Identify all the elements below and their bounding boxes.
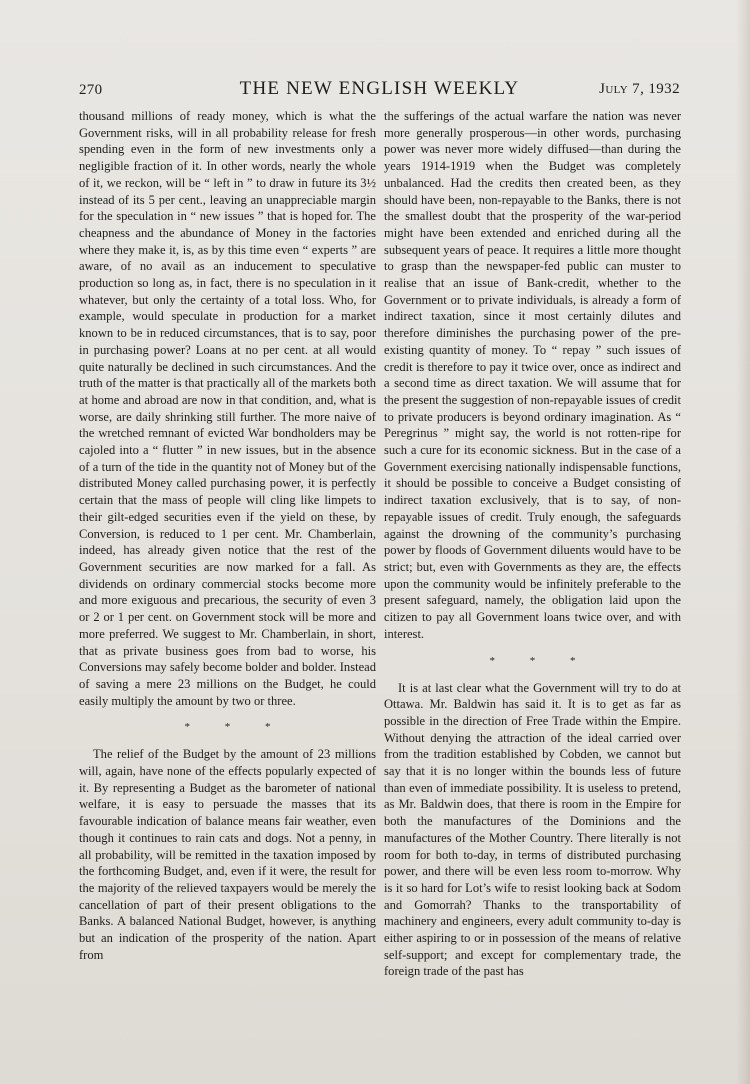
page-number: 270 [79, 82, 103, 98]
section-separator: * * * [184, 721, 287, 734]
right-column [384, 108, 681, 980]
right-paragraph-2: It is at last clear what the Government will try to do at Ottawa. Mr. Baldwin has said it. It is to get as far as possible in the direction of Free Trade within the Empire. Without denying the attraction of the ideal carried over from the tradition established by Cobden, we cannot but say that it is no longer within the bounds less of future than even of immediate possibility. It is useless to pretend, as Mr. Baldwin does, that there is room in the Empire for both the manufactures of the Dominions and the manufactures of the Mother Country. There literally is not room for both to-day, in terms of distributed purchasing power, and there will be even less room to-morrow. Why is it so hard for Lot’s wife to resist looking back at Sodom and Gomorrah? Thanks to the transportability of machinery and engineers, every adult community to-day is either aspiring to or in possession of the means of relative self-support; and except for complementary trade, the foreign trade of the past has [384, 680, 681, 979]
journal-title: THE NEW ENGLISH WEEKLY [239, 78, 520, 99]
left-column [79, 108, 376, 963]
section-separator: * * * [489, 654, 592, 667]
left-paragraph-1: thousand millions of ready money, which is what the Government risks, will in all probability release for fresh spending even in the form of new investments only a negligible fraction of it. In other words, nearly the whole of it, we reckon, will be “ left in ” to draw in future its 3½ instead of its 5 per cent., leaving an unappreciable margin for the speculation in “ new issues ” that is hoped for. The cheapness and the abundance of Money in the factories where they make it, is, as by this time even “ experts ” are aware, of no avail as an inducement to speculative production so long as, in fact, there is no speculation in it whatever, but only the certainty of a total loss. Who, for example, would speculate in production for a market known to be in reduced circumstances, that is to say, poor in purchasing power? Loans at no per cent. at all would quite naturally be declined in such circumstances. And the truth of the matter is that practically all of the markets both at home and abroad are now in that condition, and, what is worse, are daily shrinking still further. The more naive of the wretched remnant of evicted War bondholders may be cajoled into a “ flutter ” in new issues, but in the absence of a turn of the tide in the quantity not of Money but of the distributed Money called purchasing power, it is perfectly certain that the mass of people will cling like limpets to their gilt-edged securities even if the yield on these, by Conversion, is reduced to 1 per cent. Mr. Chamberlain, indeed, has already given notice that the rest of the Government securities are now marked for a fall. As dividends on ordinary commercial stocks become more and more exiguous and precarious, the security of even 3 or 2 or 1 per cent. on Government stock will be more and more preferred. We suggest to Mr. Chamberlain, in short, that as private business goes from bad to worse, his Conversions may safely become bolder and bolder. Instead of saving a mere 23 millions on the Budget, he could easily multiply the amount by two or three. [79, 109, 376, 708]
masthead [79, 78, 680, 102]
issue-date: July 7, 1932 [599, 81, 680, 97]
left-paragraph-2: The relief of the Budget by the amount of 23 millions will, again, have none of the effects popularly expected of it. By representing a Budget as the barometer of national welfare, it is easy to persuade the masses that its favourable indication of balance means fair weather, even though it continues to rain cats and dogs. Not a penny, in all probability, will be remitted in the taxation imposed by the forthcoming Budget, and, even if it were, the result for the majority of the relieved taxpayers would be merely the cancellation of part of their present obligations to the Banks. A balanced National Budget, however, is anything but an indication of the prosperity of the nation. Apart from [79, 747, 376, 962]
page-spine-shadow [736, 0, 750, 1084]
right-paragraph-1: the sufferings of the actual warfare the nation was never more generally prosperous—in other words, purchasing power was never more widely diffused—than during the years 1914-1919 when the Budget was completely unbalanced. Had the credits then created been, as they should have been, non-repayable to the Banks, there is not the smallest doubt that the prosperity of the war-period might have been extended and enriched during all the subsequent years of peace. It requires a little more thought to grasp than the newspaper-fed public can muster to realise that an issue of Bank-credit, whether to the Government or to private individuals, is already a form of indirect taxation, since it most certainly dilutes and therefore diminishes the purchasing power of the pre-existing quantity of money. To “ repay ” such issues of credit is therefore to pay it twice over, once as indirect and a second time as direct taxation. We will assume that for the present the suggestion of non-repayable issues of credit to private producers is beyond ordinary imagination. As “ Peregrinus ” might say, the world is not rotten-ripe for such a cure for its economic sickness. But in the case of a Government exercising nationally indispensable functions, it should be possible to conceive a Budget consisting of indirect taxation exclusively, that is to say, of non-repayable issues of credit. Truly enough, the safeguards against the drowning of the community’s purchasing power by floods of Government diluents would have to be strict; but, even with Governments as they are, the effects upon the community would be infinitely preferable to the present safeguard, namely, the obligation laid upon the citizen to pay all Government loans twice over, and with interest. [384, 109, 681, 641]
